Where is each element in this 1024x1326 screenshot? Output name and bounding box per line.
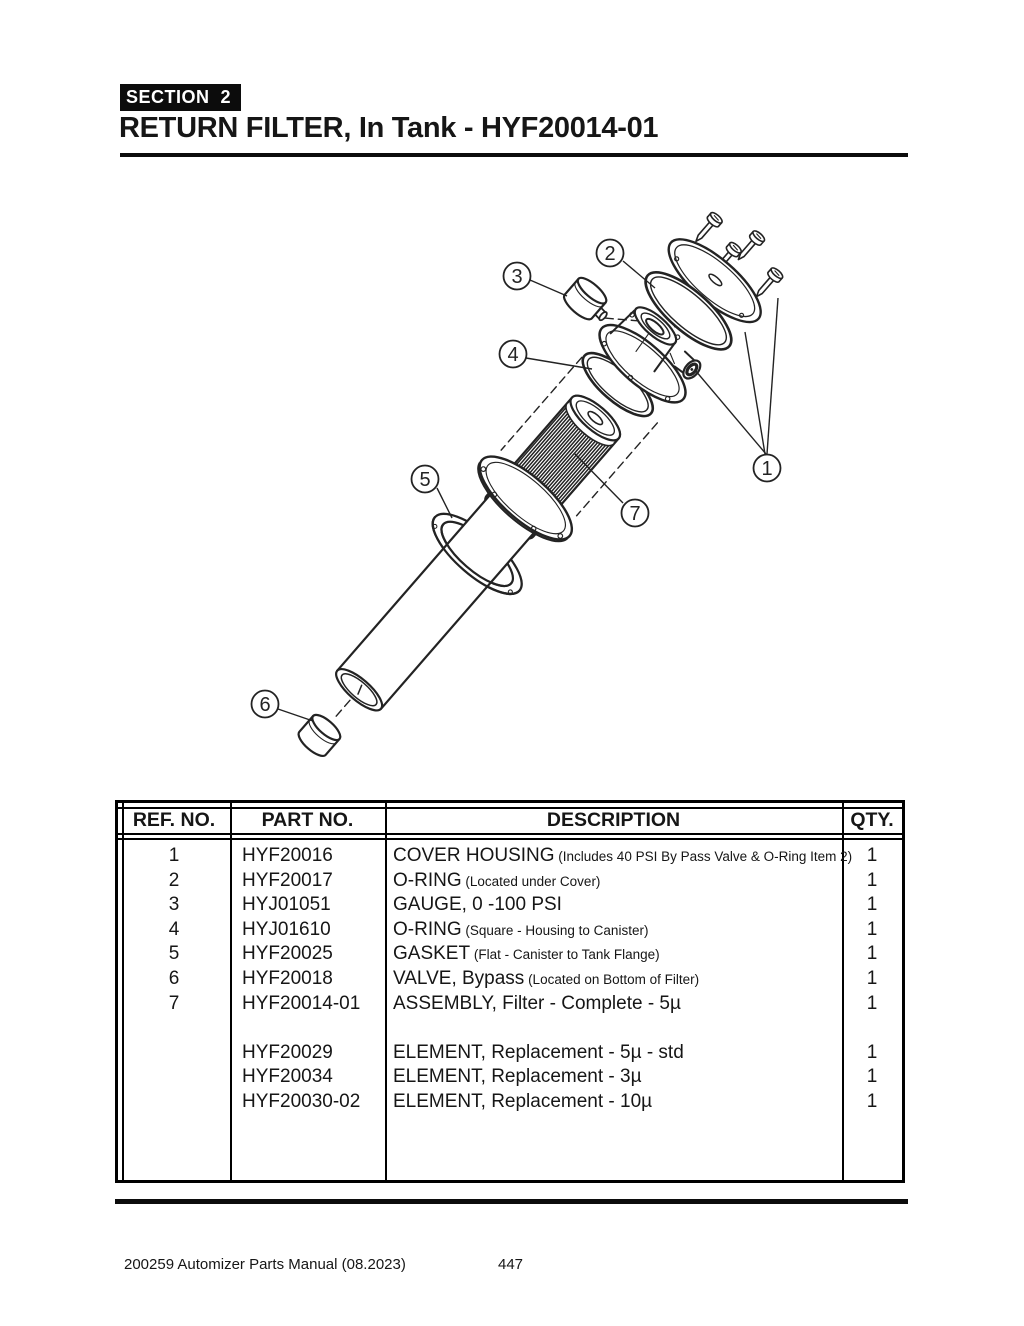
cell-part: HYF20014-01 <box>242 992 361 1014</box>
cell-qty: 1 <box>866 894 878 916</box>
cell-part: HYF20025 <box>242 943 333 965</box>
parts-table <box>115 800 905 1183</box>
cell-desc: GASKET (Flat - Canister to Tank Flange) <box>393 943 660 965</box>
callout-5 <box>412 466 453 519</box>
cell-part: HYF20034 <box>242 1066 333 1088</box>
table-row <box>118 869 902 894</box>
cell-desc-note: (Square - Housing to Canister) <box>461 922 649 938</box>
callout-3 <box>504 263 568 297</box>
callout-7 <box>574 453 649 527</box>
canister <box>308 443 584 735</box>
section-badge: SECTION 2 <box>120 84 241 111</box>
callout-6 <box>252 691 314 722</box>
cell-qty: 1 <box>866 1091 878 1112</box>
cell-ref: 6 <box>168 968 180 989</box>
footer-doc-title: 200259 Automizer Parts Manual (08.2023) <box>124 1256 406 1273</box>
cell-qty: 1 <box>866 918 878 940</box>
cell-desc-note: (Flat - Canister to Tank Flange) <box>470 947 660 963</box>
table-row <box>118 893 902 918</box>
footer-rule <box>115 1199 908 1204</box>
cell-qty: 1 <box>866 1041 878 1063</box>
page-title: RETURN FILTER, In Tank - HYF20014-01 <box>119 112 659 144</box>
cell-qty: 1 <box>866 845 878 866</box>
cell-desc: ELEMENT, Replacement - 5µ - std <box>393 1041 684 1063</box>
cell-ref: 5 <box>168 943 180 965</box>
svg-text:5: 5 <box>419 469 431 491</box>
table-row <box>118 942 902 967</box>
cell-qty: 1 <box>866 1066 878 1088</box>
col-header-qty: QTY. <box>850 809 894 831</box>
cell-desc: O-RING (Square - Housing to Canister) <box>393 918 649 940</box>
col-header-ref: REF. NO. <box>132 809 216 831</box>
svg-text:3: 3 <box>511 266 523 288</box>
parts-table-body <box>118 803 902 1180</box>
svg-text:7: 7 <box>629 503 641 525</box>
cell-part: HYJ01051 <box>242 894 331 916</box>
table-row <box>118 1065 902 1090</box>
cell-part: HYF20016 <box>242 845 333 866</box>
cell-qty: 1 <box>866 943 878 965</box>
bypass-valve <box>295 711 344 760</box>
table-row <box>118 1016 902 1041</box>
cell-qty: 1 <box>866 869 878 891</box>
header-rule <box>120 153 908 157</box>
cell-ref: 4 <box>168 918 180 940</box>
table-row <box>118 967 902 992</box>
cell-desc-note: (Located on Bottom of Filter) <box>524 972 700 987</box>
cell-desc-note: (Located under Cover) <box>461 873 601 889</box>
callout-4 <box>500 341 593 370</box>
cell-part: HYF20030-02 <box>242 1091 361 1112</box>
cell-qty: 1 <box>866 968 878 989</box>
table-row <box>118 918 902 943</box>
table-row <box>118 992 902 1017</box>
cell-desc: COVER HOUSING (Includes 40 PSI By Pass Valve & O-Ring Item 2) <box>393 845 853 866</box>
cell-qty: 1 <box>866 992 878 1014</box>
svg-text:6: 6 <box>259 694 271 716</box>
cell-ref: 3 <box>168 894 180 916</box>
cell-desc: O-RING (Located under Cover) <box>393 869 601 891</box>
table-row <box>118 1041 902 1066</box>
svg-text:4: 4 <box>507 344 519 366</box>
callout-2 <box>597 240 656 289</box>
svg-text:2: 2 <box>604 243 616 265</box>
cell-desc: GAUGE, 0 -100 PSI <box>393 894 562 916</box>
cell-desc: VALVE, Bypass (Located on Bottom of Filter) <box>393 968 700 989</box>
cell-desc: ASSEMBLY, Filter - Complete - 5µ <box>393 992 681 1014</box>
cell-desc: ELEMENT, Replacement - 10µ <box>393 1091 653 1112</box>
col-header-description: DESCRIPTION <box>546 809 681 831</box>
exploded-diagram <box>0 180 1024 810</box>
cell-ref: 2 <box>168 869 180 891</box>
cell-part: HYF20018 <box>242 968 333 989</box>
svg-text:1: 1 <box>761 458 773 480</box>
cell-desc-note: (Includes 40 PSI By Pass Valve & O-Ring Item 2) <box>554 849 853 864</box>
footer-page-number: 447 <box>498 1256 524 1273</box>
cell-ref: 1 <box>168 845 180 866</box>
cell-part: HYF20029 <box>242 1041 333 1063</box>
cell-desc: ELEMENT, Replacement - 3µ <box>393 1066 642 1088</box>
table-row <box>118 1090 902 1115</box>
pressure-gauge <box>560 274 617 329</box>
cell-ref: 7 <box>168 992 180 1014</box>
cell-part: HYF20017 <box>242 869 333 891</box>
cell-part: HYJ01610 <box>242 918 331 940</box>
col-header-part: PART NO. <box>261 809 354 831</box>
table-row <box>118 844 902 869</box>
